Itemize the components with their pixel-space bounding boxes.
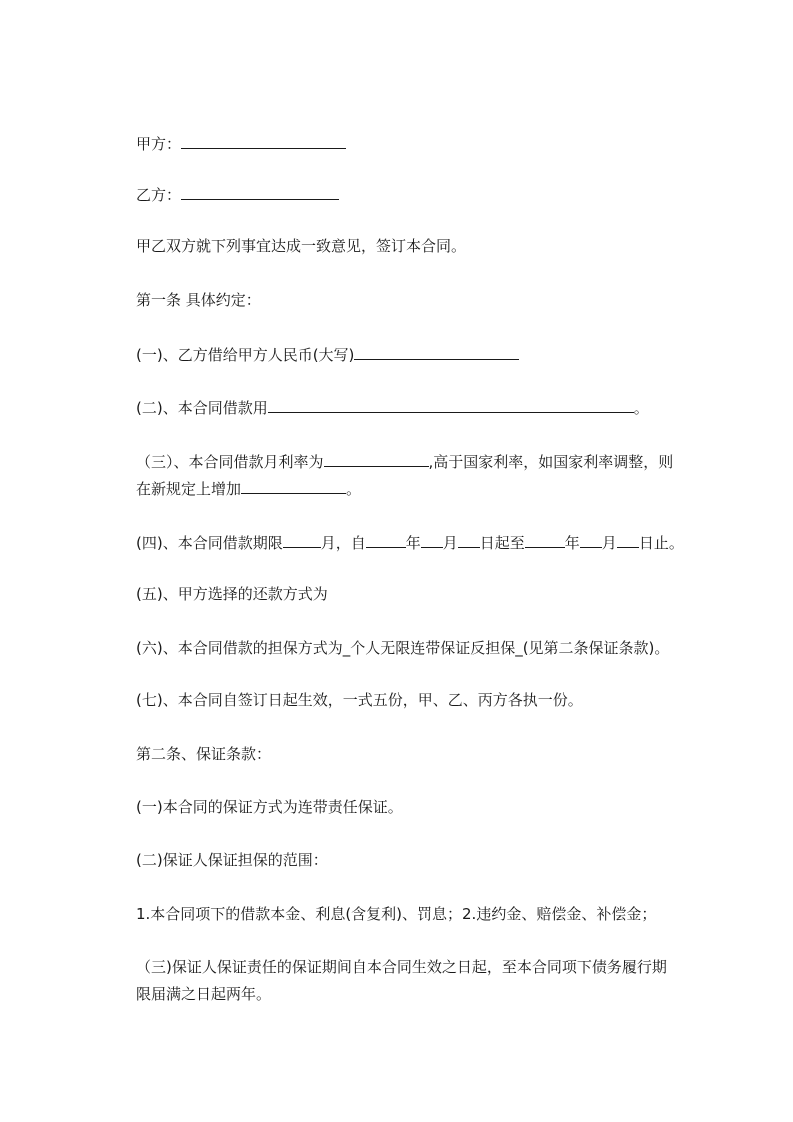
term-months-blank[interactable] xyxy=(283,532,321,548)
party-a-label: 甲方： xyxy=(136,135,182,153)
item-3-line-2 xyxy=(136,478,361,499)
article-2-item-2: (二)保证人保证担保的范围： xyxy=(136,851,328,869)
start-year-blank[interactable] xyxy=(366,532,406,548)
item-7: (七)、本合同自签订日起生效，一式五份，甲、乙、丙方各执一份。 xyxy=(136,691,583,709)
article-2-item-3-line-1: （三)保证人保证责任的保证期间自本合同生效之日起，至本合同项下债务履行期 xyxy=(136,958,667,976)
party-b-blank[interactable] xyxy=(181,184,339,200)
party-b-label: 乙方： xyxy=(136,186,182,204)
item-1-text: (一)、乙方借给甲方人民币(大写) xyxy=(136,346,355,364)
item-3-increase-blank[interactable] xyxy=(241,478,346,494)
item-3-line-1 xyxy=(136,451,673,472)
party-a-blank[interactable] xyxy=(181,133,346,149)
item-4-h: 日止。 xyxy=(638,534,684,552)
item-1 xyxy=(136,344,519,365)
end-month-blank[interactable] xyxy=(580,532,602,548)
item-4-b: 月，自 xyxy=(320,534,366,552)
article-1-title: 第一条 具体约定： xyxy=(136,291,261,309)
item-3-part-3: 在新规定上增加 xyxy=(136,480,242,498)
article-2-item-3-line-2: 限届满之日起两年。 xyxy=(136,985,272,1003)
party-b-line xyxy=(136,184,339,205)
article-2-title: 第二条、保证条款： xyxy=(136,745,272,763)
start-month-blank[interactable] xyxy=(421,532,443,548)
item-2 xyxy=(136,397,649,418)
item-2-end: 。 xyxy=(633,399,649,417)
item-3-end: 。 xyxy=(346,480,362,498)
item-4-f: 年 xyxy=(564,534,580,552)
item-4-g: 月 xyxy=(601,534,617,552)
item-4-c: 年 xyxy=(405,534,421,552)
item-3-rate-blank[interactable] xyxy=(324,451,429,467)
item-4-e: 日起至 xyxy=(479,534,525,552)
item-3-part-1: （三）、本合同借款月利率为 xyxy=(136,453,324,471)
item-1-amount-blank[interactable] xyxy=(354,344,519,360)
end-year-blank[interactable] xyxy=(525,532,565,548)
article-2-item-1: (一)本合同的保证方式为连带责任保证。 xyxy=(136,798,403,816)
article-2-scope: 1.本合同项下的借款本金、利息(含复利)、罚息；2.违约金、赔偿金、补偿金； xyxy=(136,905,657,923)
item-4-d: 月 xyxy=(442,534,458,552)
intro-text: 甲乙双方就下列事宜达成一致意见，签订本合同。 xyxy=(136,237,467,255)
start-day-blank[interactable] xyxy=(458,532,480,548)
party-a-line xyxy=(136,133,346,154)
item-4 xyxy=(136,532,684,553)
item-3-part-2: ,高于国家利率，如国家利率调整，则 xyxy=(428,453,674,471)
item-2-purpose-blank[interactable] xyxy=(268,397,634,413)
item-6: (六)、本合同借款的担保方式为_个人无限连带保证反担保_(见第二条保证条款)。 xyxy=(136,639,670,657)
end-day-blank[interactable] xyxy=(617,532,639,548)
item-2-text: (二)、本合同借款用 xyxy=(136,399,268,417)
item-4-a: (四)、本合同借款期限 xyxy=(136,534,283,552)
item-5: (五)、甲方选择的还款方式为 xyxy=(136,585,328,603)
